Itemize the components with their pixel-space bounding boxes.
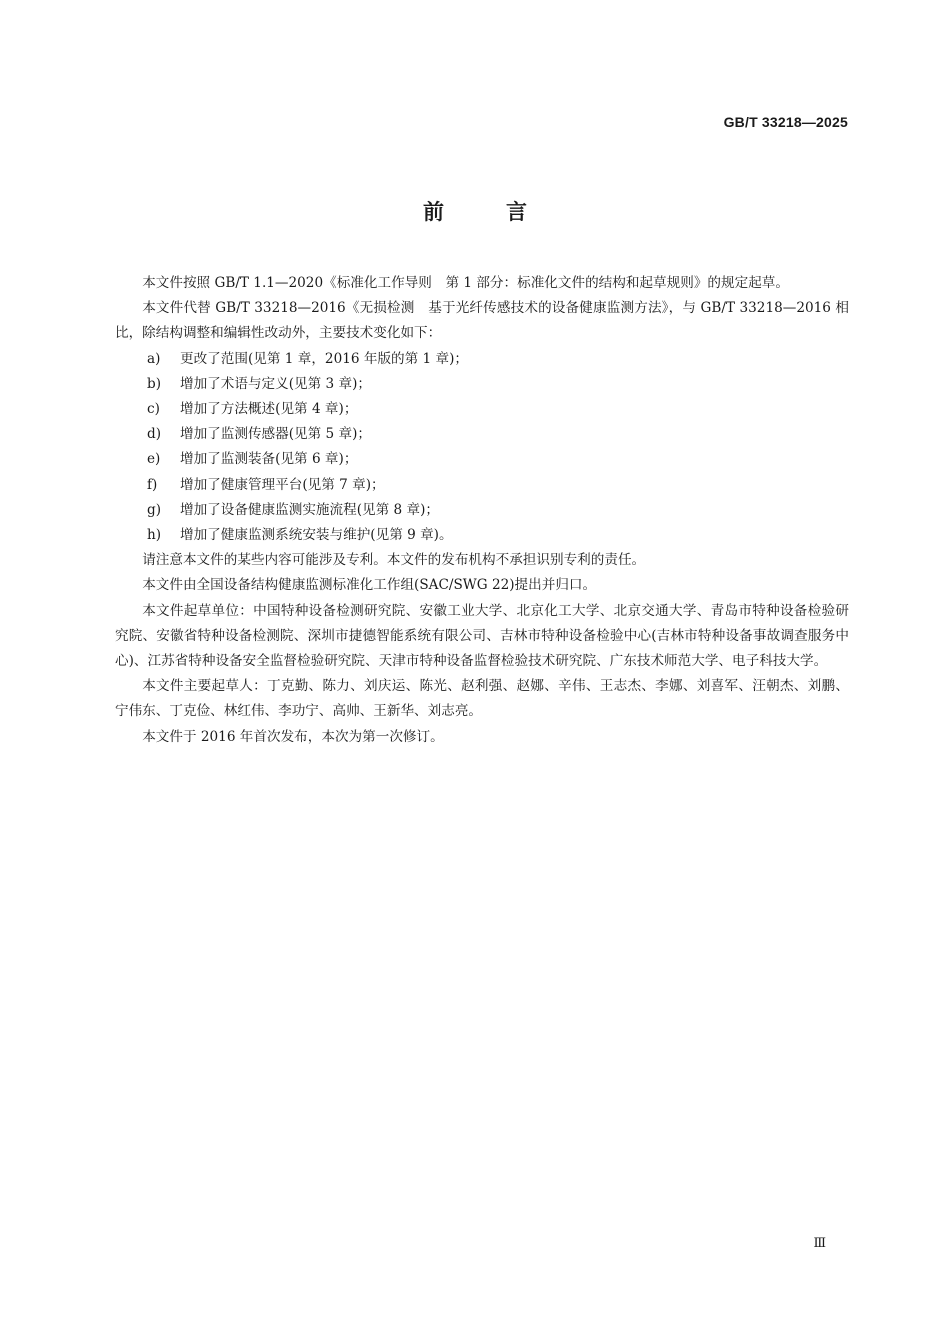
- paragraph-replacement: 本文件代替 GB/T 33218—2016《无损检测 基于光纤传感技术的设备健康监测方法》，与 GB/T 33218—2016 相比，除结构调整和编辑性改动外，主要技术变化如下：: [115, 300, 849, 342]
- list-item-text: 增加了方法概述(见第 4 章)；: [180, 401, 358, 418]
- list-item: [115, 372, 849, 397]
- list-marker: b): [147, 375, 162, 392]
- page-number: Ⅲ: [813, 1236, 826, 1251]
- list-item: [115, 422, 849, 447]
- paragraph-drafters: 本文件主要起草人：丁克勤、陈力、刘庆运、陈光、赵利强、赵娜、辛伟、王志杰、李娜、刘喜军、汪朝杰、刘鹏、宁伟东、丁克俭、林红伟、李功宁、高帅、王新华、刘志亮。: [115, 678, 849, 720]
- paragraph-history: 本文件于 2016 年首次发布，本次为第一次修订。: [142, 728, 444, 745]
- list-marker: a): [147, 350, 161, 367]
- list-item: [115, 523, 849, 548]
- page-title: 前言: [423, 200, 589, 224]
- list-item-text: 增加了健康监测系统安装与维护(见第 9 章)。: [180, 527, 453, 544]
- list-item: [115, 347, 849, 372]
- list-item-text: 增加了设备健康监测实施流程(见第 8 章)；: [180, 501, 439, 518]
- list-marker: h): [147, 527, 162, 544]
- changes-list: [115, 347, 849, 549]
- list-item: [115, 447, 849, 472]
- document-body: [115, 271, 849, 750]
- standard-number: GB/T 33218—2025: [723, 114, 848, 130]
- list-item-text: 增加了健康管理平台(见第 7 章)；: [180, 476, 385, 493]
- list-marker: d): [147, 426, 162, 443]
- list-marker: c): [147, 401, 160, 418]
- list-item: [115, 397, 849, 422]
- list-item-text: 增加了术语与定义(见第 3 章)；: [180, 375, 372, 392]
- paragraph-drafting-units: 本文件起草单位：中国特种设备检测研究院、安徽工业大学、北京化工大学、北京交通大学、青岛市特种设备检验研究院、安徽省特种设备检测院、深圳市捷德智能系统有限公司、吉林市特种设备检验中心(吉林市特种设备事故调查服务中心)、江苏省特种设备安全监督检验研究院、天津市特种设备监督检验技术研究院、广东技术师范大学、电子科技大学。: [115, 602, 849, 670]
- list-item-text: 增加了监测传感器(见第 5 章)；: [180, 426, 372, 443]
- list-marker: g): [147, 501, 162, 518]
- list-item-text: 增加了监测装备(见第 6 章)；: [180, 451, 358, 468]
- list-item-text: 更改了范围(见第 1 章，2016 年版的第 1 章)；: [180, 350, 469, 367]
- list-marker: e): [147, 451, 161, 468]
- list-item: [115, 498, 849, 523]
- list-marker: f): [147, 476, 158, 493]
- paragraph-drafting-rules: 本文件按照 GB/T 1.1—2020《标准化工作导则 第 1 部分：标准化文件的结构和起草规则》的规定起草。: [142, 275, 789, 291]
- list-item: [115, 473, 849, 498]
- paragraph-patent-notice: 请注意本文件的某些内容可能涉及专利。本文件的发布机构不承担识别专利的责任。: [142, 552, 646, 569]
- paragraph-proposer: 本文件由全国设备结构健康监测标准化工作组(SAC/SWG 22)提出并归口。: [142, 577, 597, 594]
